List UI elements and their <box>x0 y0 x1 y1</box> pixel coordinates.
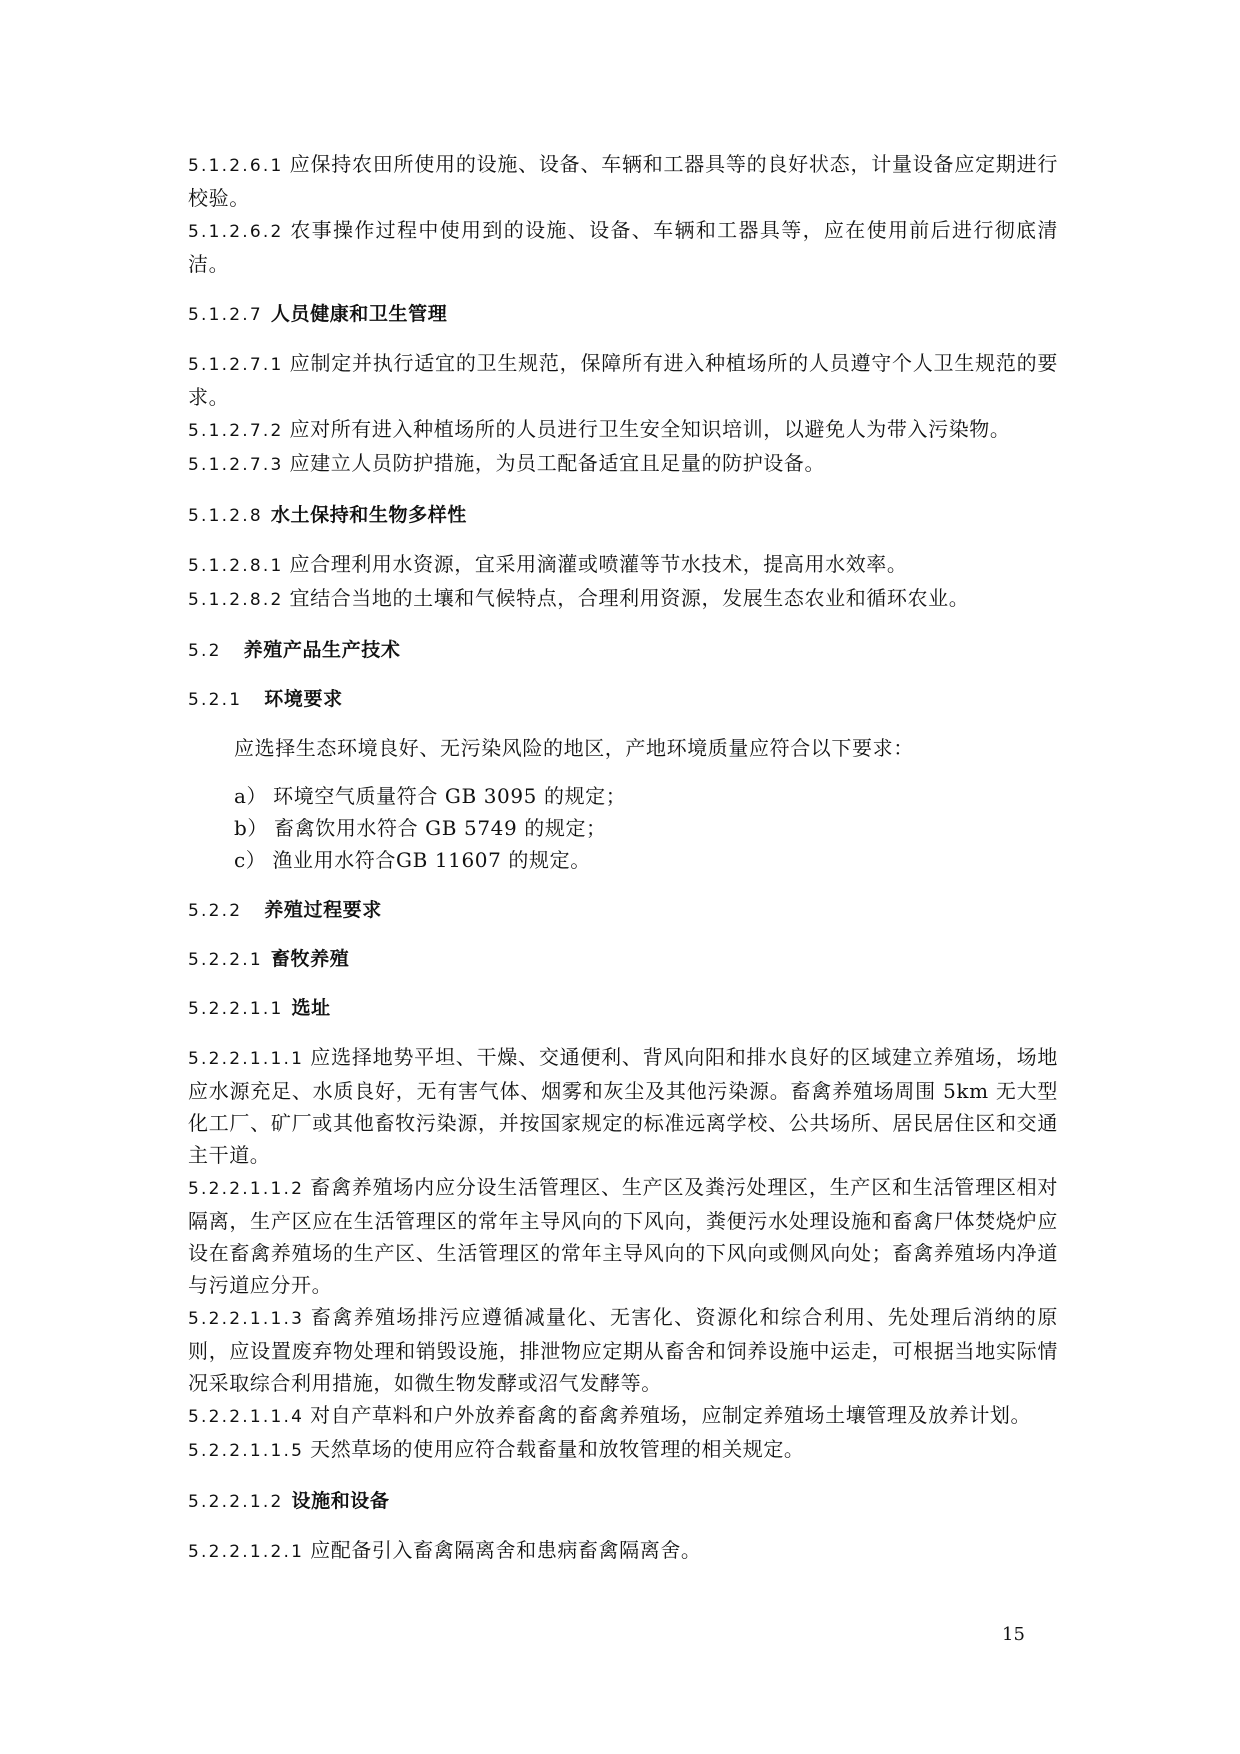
heading-5-2-2-1-1: 5.2.2.1.1 选址 <box>188 997 331 1019</box>
heading-5-2-1: 5.2.1 环境要求 <box>188 688 343 710</box>
clause-5-1-2-8-1: 5.1.2.8.1 应合理利用水资源，宜采用滴灌或喷灌等节水技术，提高用水效率。 <box>188 552 908 576</box>
clause-5-2-2-1-1-1: 5.2.2.1.1.1 应选择地势平坦、干燥、交通便利、背风向阳和排水良好的区域建立养殖场，场地应水源充足、水质良好，无有害气体、烟雾和灰尘及其他污染源。畜禽养殖场周围 5km 无大型化工厂、矿厂或其他畜牧污染源，并按国家规定的标准远离学校、公共场所、居民居住区和交通主干道。 <box>188 1045 1058 1167</box>
clause-5-1-2-6-1: 5.1.2.6.1 应保持农田所使用的设施、设备、车辆和工器具等的良好状态，计量设备应定期进行校验。 <box>188 152 1058 210</box>
clause-5-2-2-1-1-2: 5.2.2.1.1.2 畜禽养殖场内应分设生活管理区、生产区及粪污处理区，生产区和生活管理区相对隔离，生产区应在生活管理区的常年主导风向的下风向，粪便污水处理设施和畜禽尸体焚烧炉应设在畜禽养殖场的生产区、生活管理区的常年主导风向的下风向或侧风向处；畜禽养殖场内净道与污道应分开。 <box>188 1175 1058 1297</box>
clause-5-1-2-7-2: 5.1.2.7.2 应对所有进入种植场所的人员进行卫生安全知识培训，以避免人为带入污染物。 <box>188 417 1011 441</box>
document-body <box>188 148 1058 1568</box>
list-item-c: c） 渔业用水符合GB 11607 的规定。 <box>234 848 591 872</box>
heading-5-1-2-8: 5.1.2.8 水土保持和生物多样性 <box>188 504 467 526</box>
clause-5-1-2-6-2: 5.1.2.6.2 农事操作过程中使用到的设施、设备、车辆和工器具等，应在使用前后进行彻底清洁。 <box>188 218 1058 276</box>
heading-5-2-2: 5.2.2 养殖过程要求 <box>188 899 382 921</box>
clause-5-1-2-7-1: 5.1.2.7.1 应制定并执行适宜的卫生规范，保障所有进入种植场所的人员遵守个人卫生规范的要求。 <box>188 351 1058 409</box>
heading-5-2-2-1: 5.2.2.1 畜牧养殖 <box>188 948 350 970</box>
heading-5-1-2-7: 5.1.2.7 人员健康和卫生管理 <box>188 303 448 325</box>
clause-5-1-2-8-2: 5.1.2.8.2 宜结合当地的土壤和气候特点，合理利用资源，发展生态农业和循环农业。 <box>188 586 970 610</box>
heading-5-2: 5.2 养殖产品生产技术 <box>188 639 401 661</box>
clause-5-1-2-7-3: 5.1.2.7.3 应建立人员防护措施，为员工配备适宜且足量的防护设备。 <box>188 451 826 475</box>
list-item-b: b） 畜禽饮用水符合 GB 5749 的规定； <box>234 816 607 840</box>
heading-5-2-2-1-2: 5.2.2.1.2 设施和设备 <box>188 1490 390 1512</box>
clause-5-2-2-1-1-5: 5.2.2.1.1.5 天然草场的使用应符合载畜量和放牧管理的相关规定。 <box>188 1437 805 1461</box>
list-item-a: a） 环境空气质量符合 GB 3095 的规定； <box>234 784 627 808</box>
environment-requirement-intro: 应选择生态环境良好、无污染风险的地区，产地环境质量应符合以下要求： <box>234 736 914 760</box>
clause-5-2-2-1-1-3: 5.2.2.1.1.3 畜禽养殖场排污应遵循减量化、无害化、资源化和综合利用、先处理后消纳的原则，应设置废弃物处理和销毁设施，排泄物应定期从畜舍和饲养设施中运走，可根据当地实际情况采取综合利用措施，如微生物发酵或沼气发酵等。 <box>188 1305 1058 1395</box>
page-number: 15 <box>1002 1624 1025 1645</box>
clause-5-2-2-1-1-4: 5.2.2.1.1.4 对自产草料和户外放养畜禽的畜禽养殖场，应制定养殖场土壤管理及放养计划。 <box>188 1403 1032 1427</box>
clause-5-2-2-1-2-1: 5.2.2.1.2.1 应配备引入畜禽隔离舍和患病畜禽隔离舍。 <box>188 1538 702 1562</box>
